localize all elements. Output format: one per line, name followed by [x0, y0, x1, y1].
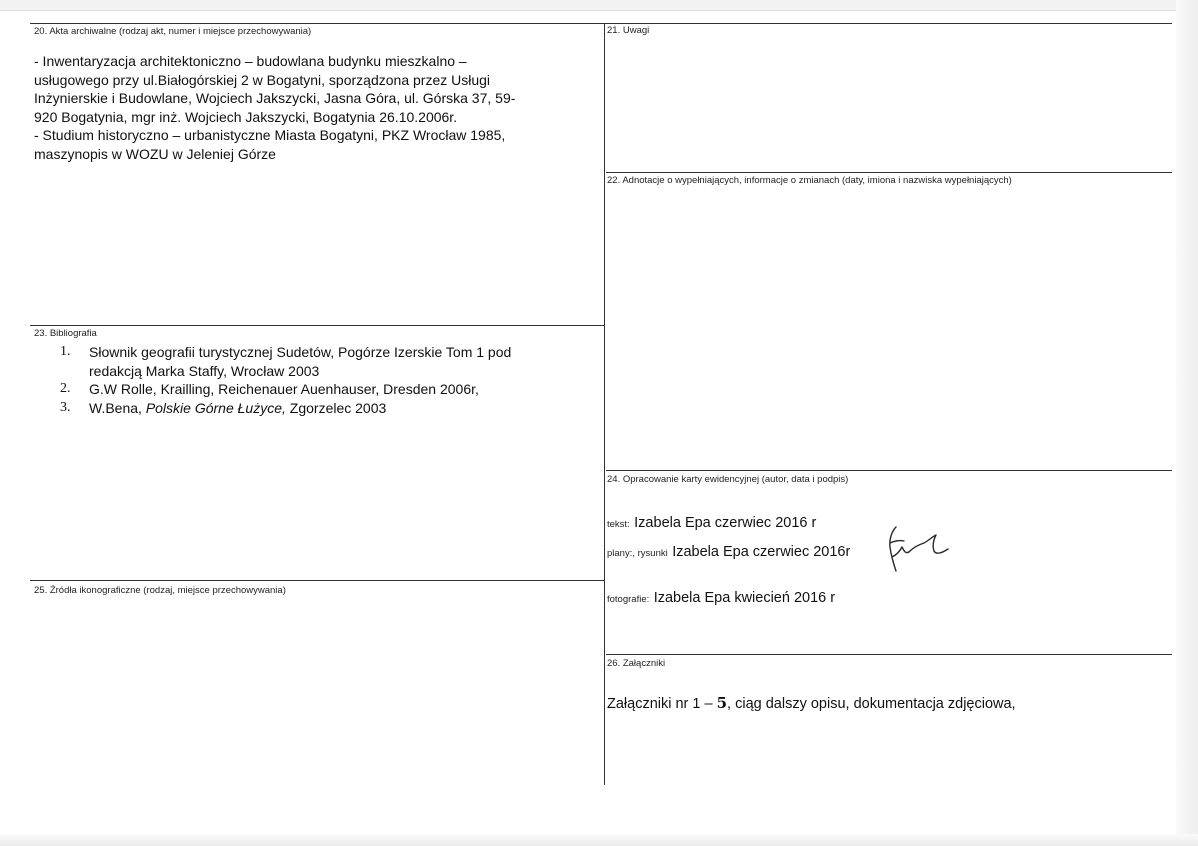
bibliography-text: redakcją Marka Staffy, Wrocław 2003	[89, 362, 320, 379]
section-20-text	[34, 52, 515, 163]
bibliography-place: Zgorzelec 2003	[285, 399, 387, 416]
plany-label: plany:, rysunki	[607, 548, 668, 559]
section-24-label: 24. Opracowanie karty ewidencyjnej (autor, data i podpis)	[607, 474, 849, 485]
divider-20-23	[30, 325, 604, 326]
foto-row	[607, 589, 835, 607]
bibliography-number: 1.	[60, 344, 71, 359]
bibliography-item	[60, 343, 580, 380]
section-20-line: usługowego przy ul.Białogórskiej 2 w Bogatyni, sporządzona przez Usługi	[34, 71, 491, 88]
scan-edge-right	[1176, 0, 1198, 846]
plany-value: Izabela Epa czerwiec 2016r	[672, 544, 851, 560]
scan-edge-top	[0, 0, 1198, 11]
bibliography-number: 3.	[60, 399, 71, 415]
tekst-label: tekst:	[607, 519, 630, 530]
bibliography-title: Polskie Górne Łużyce,	[145, 399, 286, 416]
section-20-line: maszynopis w WOZU w Jeleniej Górze	[34, 145, 276, 162]
attachments-prefix: Załączniki nr 1 –	[607, 696, 717, 712]
bibliography-number: 2.	[60, 381, 71, 396]
plany-row	[607, 543, 850, 561]
handwritten-signature	[884, 521, 954, 573]
section-20-line: 920 Bogatynia, mgr inż. Wojciech Jakszycki, Bogatynia 26.10.2006r.	[34, 108, 458, 125]
bibliography-item	[60, 399, 580, 418]
bibliography-item	[60, 380, 580, 399]
tekst-value: Izabela Epa czerwiec 2016 r	[634, 515, 817, 531]
bibliography-author: W.Bena,	[89, 399, 146, 416]
divider-24-26	[606, 654, 1172, 655]
foto-value: Izabela Epa kwiecień 2016 r	[653, 590, 836, 606]
center-divider	[604, 23, 605, 785]
section-26-label: 26. Załączniki	[607, 658, 666, 669]
foto-label: fotografie:	[607, 594, 650, 605]
bibliography-text: Słownik geografii turystycznej Sudetów, Pogórze Izerskie Tom 1 pod	[89, 344, 512, 360]
section-21-label: 21. Uwagi	[607, 25, 650, 36]
divider-23-25	[30, 580, 604, 581]
tekst-row	[607, 514, 816, 532]
section-20-line: - Inwentaryzacja architektoniczno – budowlana budynku mieszkalno –	[34, 53, 467, 69]
bibliography-text	[89, 399, 580, 418]
scan-edge-bottom	[0, 834, 1198, 846]
attachments-text	[607, 694, 1016, 712]
bibliography-list	[60, 343, 580, 417]
section-23-label: 23. Bibliografia	[34, 328, 97, 339]
section-25-label: 25. Źródła ikonograficzne (rodzaj, miejsce przechowywania)	[34, 585, 286, 596]
bibliography-text: G.W Rolle, Krailling, Reichenauer Auenhauser, Dresden 2006r,	[89, 381, 479, 397]
top-border-line	[30, 23, 1172, 24]
divider-21-22	[606, 172, 1172, 173]
divider-22-24	[606, 470, 1172, 471]
attachments-suffix: , ciąg dalszy opisu, dokumentacja zdjęciowa,	[727, 696, 1016, 712]
section-20-label: 20. Akta archiwalne (rodzaj akt, numer i miejsce przechowywania)	[34, 26, 312, 37]
section-20-line: - Studium historyczno – urbanistyczne Miasta Bogatyni, PKZ Wrocław 1985,	[34, 127, 506, 143]
attachments-handwritten-number: 5	[716, 694, 728, 712]
section-22-label: 22. Adnotacje o wypełniających, informacje o zmianach (daty, imiona i nazwiska wypełniających)	[607, 175, 1012, 186]
section-20-line: Inżynierskie i Budowlane, Wojciech Jakszycki, Jasna Góra, ul. Górska 37, 59-	[34, 90, 516, 106]
